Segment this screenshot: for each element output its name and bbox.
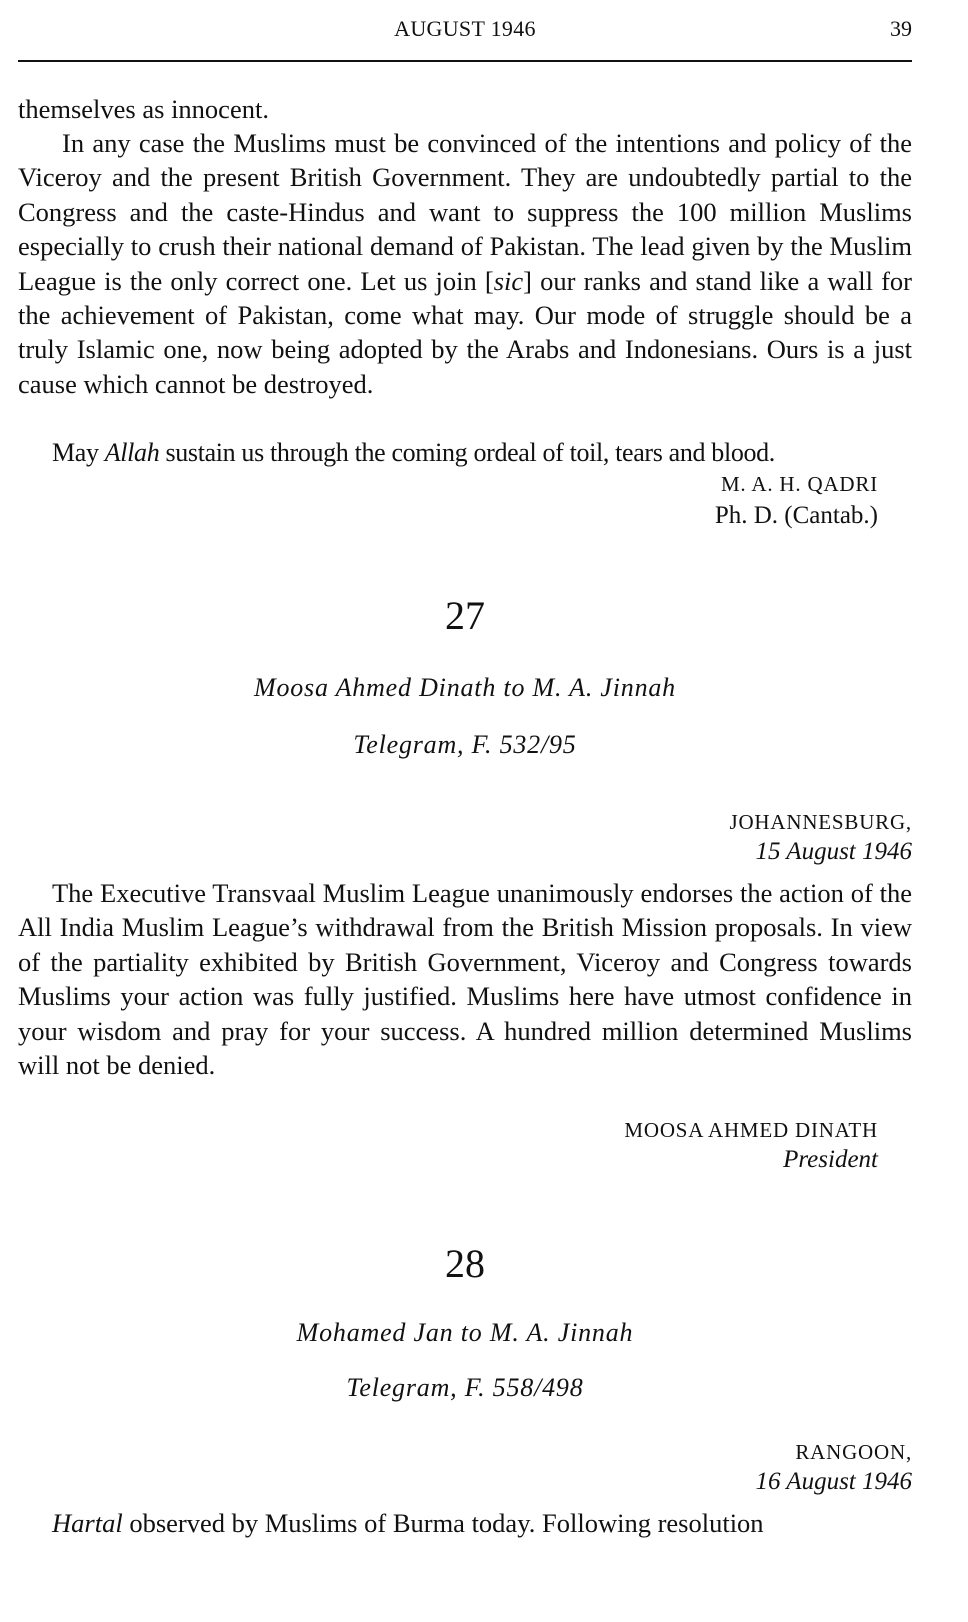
sic-note: sic bbox=[493, 265, 524, 296]
document-title-27: Moosa Ahmed Dinath to M. A. Jinnah bbox=[254, 673, 676, 702]
dateline-place-27: JOHANNESBURG, bbox=[729, 810, 912, 834]
paragraph-text-continued: our ranks and stand like a wall for the achievement of Pakistan, come what may. Our mode of struggle should be a truly Islamic one, now being adopted by the Arabs and Indonesians. Ours is a just cause which cannot be destroyed. bbox=[18, 265, 913, 399]
page-number: 39 bbox=[890, 16, 912, 41]
document-number-28: 28 bbox=[445, 1241, 485, 1286]
telegram-body-27: The Executive Transvaal Muslim League unanimously endorses the action of the All India Muslim League’s withdrawal from the British Mission proposals. In view of the partiality exhibited by British Government, Viceroy and Congress towards Muslims your action was fully justified. Muslims here have utmost confidence in your wisdom and pray for your success. A hundred million determined Muslims will not be denied. bbox=[18, 878, 912, 1081]
paragraph-text: In any case the Muslims must be convinced of the intentions and policy of the Viceroy and the present British Government. They are undoubtedly partial to the Congress and the caste-Hindus and want to suppress the 100 million Muslims especially to crush their national demand of Pakistan. The lead given by the Muslim League is the only correct one. Let us join bbox=[18, 128, 912, 296]
paragraph-text-continued: sustain us through the coming ordeal of toil, tears and blood. bbox=[159, 438, 775, 467]
telegram-body-28 bbox=[18, 1506, 912, 1540]
paragraph-text: May bbox=[52, 438, 105, 467]
header-rule bbox=[18, 60, 912, 62]
dateline-place-28: RANGOON, bbox=[795, 1440, 912, 1464]
paragraph-muslims-convinced: In any case the Muslims must be convinced of the intentions and policy of the Viceroy and the present British Government. They are undoubtedly partial to the Congress and the caste-Hindus and want to suppress the 100 million Muslims especially to crush their national demand of Pakistan. The lead given by the Muslim League is the only correct one. Let us join [sic] our ranks and stand like a wall for the achievement of Pakistan, come what may. Our mode of struggle should be a truly Islamic one, now being adopted by the Arabs and Indonesians. Ours is a just cause which cannot be destroyed. bbox=[18, 128, 913, 399]
signatory-name-dinath: MOOSA AHMED DINATH bbox=[624, 1118, 878, 1142]
dateline-date-28: 16 August 1946 bbox=[755, 1468, 912, 1495]
dateline-date-27: 15 August 1946 bbox=[755, 838, 912, 865]
hartal-word: Hartal bbox=[52, 1508, 123, 1538]
document-reference-27: Telegram, F. 532/95 bbox=[353, 730, 577, 759]
allah-word: Allah bbox=[104, 438, 160, 467]
running-title: AUGUST 1946 bbox=[394, 16, 536, 41]
document-title-28: Mohamed Jan to M. A. Jinnah bbox=[296, 1318, 634, 1347]
paragraph-continuation: themselves as innocent. bbox=[18, 94, 269, 124]
paragraph-allah-sustain bbox=[18, 436, 912, 470]
signatory-name-qadri: M. A. H. QADRI bbox=[720, 472, 878, 496]
telegram-body-28-text: observed by Muslims of Burma today. Following resolution bbox=[122, 1508, 764, 1538]
document-number-27: 27 bbox=[445, 593, 485, 638]
signatory-degree: Ph. D. (Cantab.) bbox=[714, 502, 878, 529]
document-reference-28: Telegram, F. 558/498 bbox=[346, 1373, 584, 1402]
signatory-title-president: President bbox=[783, 1146, 878, 1173]
running-header bbox=[18, 16, 912, 46]
